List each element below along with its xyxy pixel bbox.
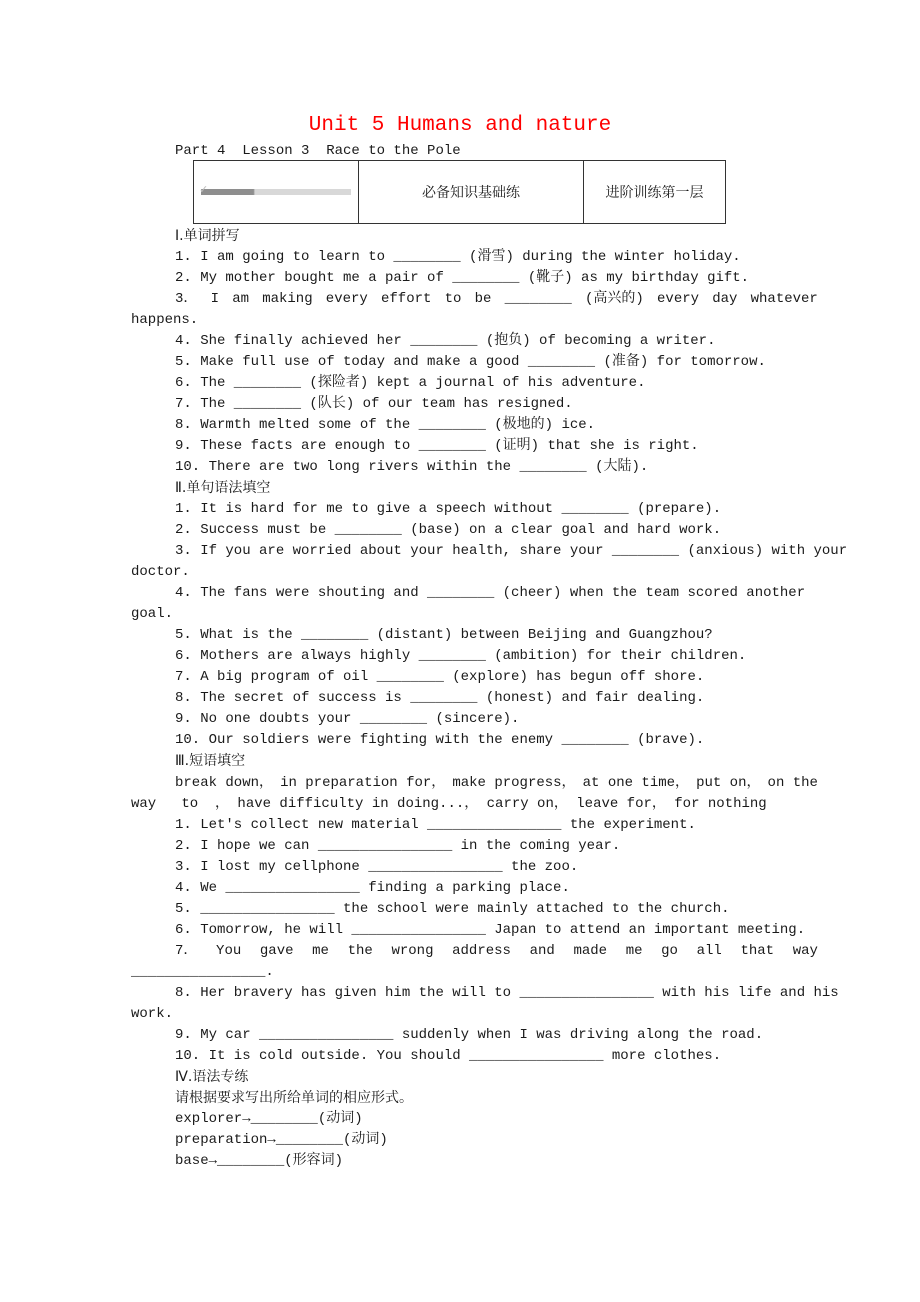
question-3-3: 3. I lost my cellphone ________________ the zoo.	[175, 859, 579, 875]
question-1-5: 5. Make full use of today and make a good ________ (准备) for tomorrow.	[175, 354, 766, 370]
question-2-4-cont: goal.	[131, 606, 174, 622]
basic-practice-cell: 必备知识基础练	[359, 161, 584, 224]
question-1-10: 10. There are two long rivers within the ________ (大陆).	[175, 459, 649, 475]
section-heading-1: Ⅰ.单词拼写	[175, 228, 240, 244]
question-1-6: 6. The ________ (探险者) kept a journal of his adventure.	[175, 375, 646, 391]
question-2-1: 1. It is hard for me to give a speech without ________ (prepare).	[175, 501, 722, 517]
section-heading-2: Ⅱ.单句语法填空	[175, 480, 271, 496]
progress-bar-icon	[199, 183, 351, 196]
question-3-4: 4. We ________________ finding a parking place.	[175, 880, 570, 896]
grammar-item-3: base→________(形容词)	[175, 1153, 344, 1169]
question-3-7-cont: ________________.	[131, 964, 274, 980]
question-2-7: 7. A big program of oil ________ (explore) has begun off shore.	[175, 669, 705, 685]
question-3-8-cont: work.	[131, 1006, 174, 1022]
question-2-10: 10. Our soldiers were fighting with the enemy ________ (brave).	[175, 732, 705, 748]
question-1-3-cont: happens.	[131, 312, 199, 328]
question-3-10: 10. It is cold outside. You should ________________ more clothes.	[175, 1048, 722, 1064]
question-3-6: 6. Tomorrow, he will ________________ Japan to attend an important meeting.	[175, 922, 806, 938]
check-icon: ✓	[199, 183, 209, 196]
progress-cell	[194, 161, 359, 224]
question-3-5: 5. ________________ the school were mainly attached to the church.	[175, 901, 730, 917]
question-1-3: 3． I am making every effort to be ________ (高兴的) every day whatever	[175, 291, 818, 307]
question-1-1: 1. I am going to learn to ________ (滑雪) during the winter holiday.	[175, 249, 741, 265]
question-3-2: 2. I hope we can ________________ in the coming year.	[175, 838, 621, 854]
section-4-instruction: 请根据要求写出所给单词的相应形式。	[175, 1090, 413, 1106]
phrase-bank-line-1: break down， in preparation for， make progress， at one time， put on， on the	[175, 775, 818, 791]
question-2-3-cont: doctor.	[131, 564, 190, 580]
question-3-9: 9. My car ________________ suddenly when I was driving along the road.	[175, 1027, 764, 1043]
section-heading-3: Ⅲ.短语填空	[175, 753, 246, 769]
question-1-9: 9. These facts are enough to ________ (证明) that she is right.	[175, 438, 699, 454]
question-2-9: 9. No one doubts your ________ (sincere).	[175, 711, 520, 727]
section-heading-4: Ⅳ.语法专练	[175, 1069, 249, 1085]
question-2-6: 6. Mothers are always highly ________ (ambition) for their children.	[175, 648, 747, 664]
question-2-3: 3. If you are worried about your health, share your ________ (anxious) with your	[175, 543, 848, 559]
question-2-5: 5. What is the ________ (distant) between Beijing and Guangzhou?	[175, 627, 713, 643]
question-1-8: 8. Warmth melted some of the ________ (极地的) ice.	[175, 417, 596, 433]
question-3-8: 8. Her bravery has given him the will to ________________ with his life and his	[175, 985, 839, 1001]
question-3-1: 1. Let's collect new material ________________ the experiment.	[175, 817, 696, 833]
advanced-practice-cell: 进阶训练第一层	[584, 161, 726, 224]
lesson-subtitle: Part 4 Lesson 3 Race to the Pole	[175, 143, 461, 159]
question-1-7: 7. The ________ (队长) of our team has resigned.	[175, 396, 573, 412]
grammar-item-1: explorer→________(动词)	[175, 1111, 363, 1127]
question-2-2: 2. Success must be ________ (base) on a clear goal and hard work.	[175, 522, 722, 538]
question-2-8: 8. The secret of success is ________ (honest) and fair dealing.	[175, 690, 705, 706]
question-3-7: 7． You gave me the wrong address and made me go all that way	[175, 943, 818, 959]
page-title: Unit 5 Humans and nature	[308, 114, 612, 137]
question-2-4: 4. The fans were shouting and ________ (cheer) when the team scored another	[175, 585, 806, 601]
question-1-2: 2. My mother bought me a pair of ________ (靴子) as my birthday gift.	[175, 270, 750, 286]
phrase-bank-line-2: way to ， have difficulty in doing...， carry on， leave for， for nothing	[131, 796, 767, 812]
grammar-item-2: preparation→________(动词)	[175, 1132, 388, 1148]
practice-level-table	[193, 160, 726, 224]
question-1-4: 4. She finally achieved her ________ (抱负) of becoming a writer.	[175, 333, 716, 349]
